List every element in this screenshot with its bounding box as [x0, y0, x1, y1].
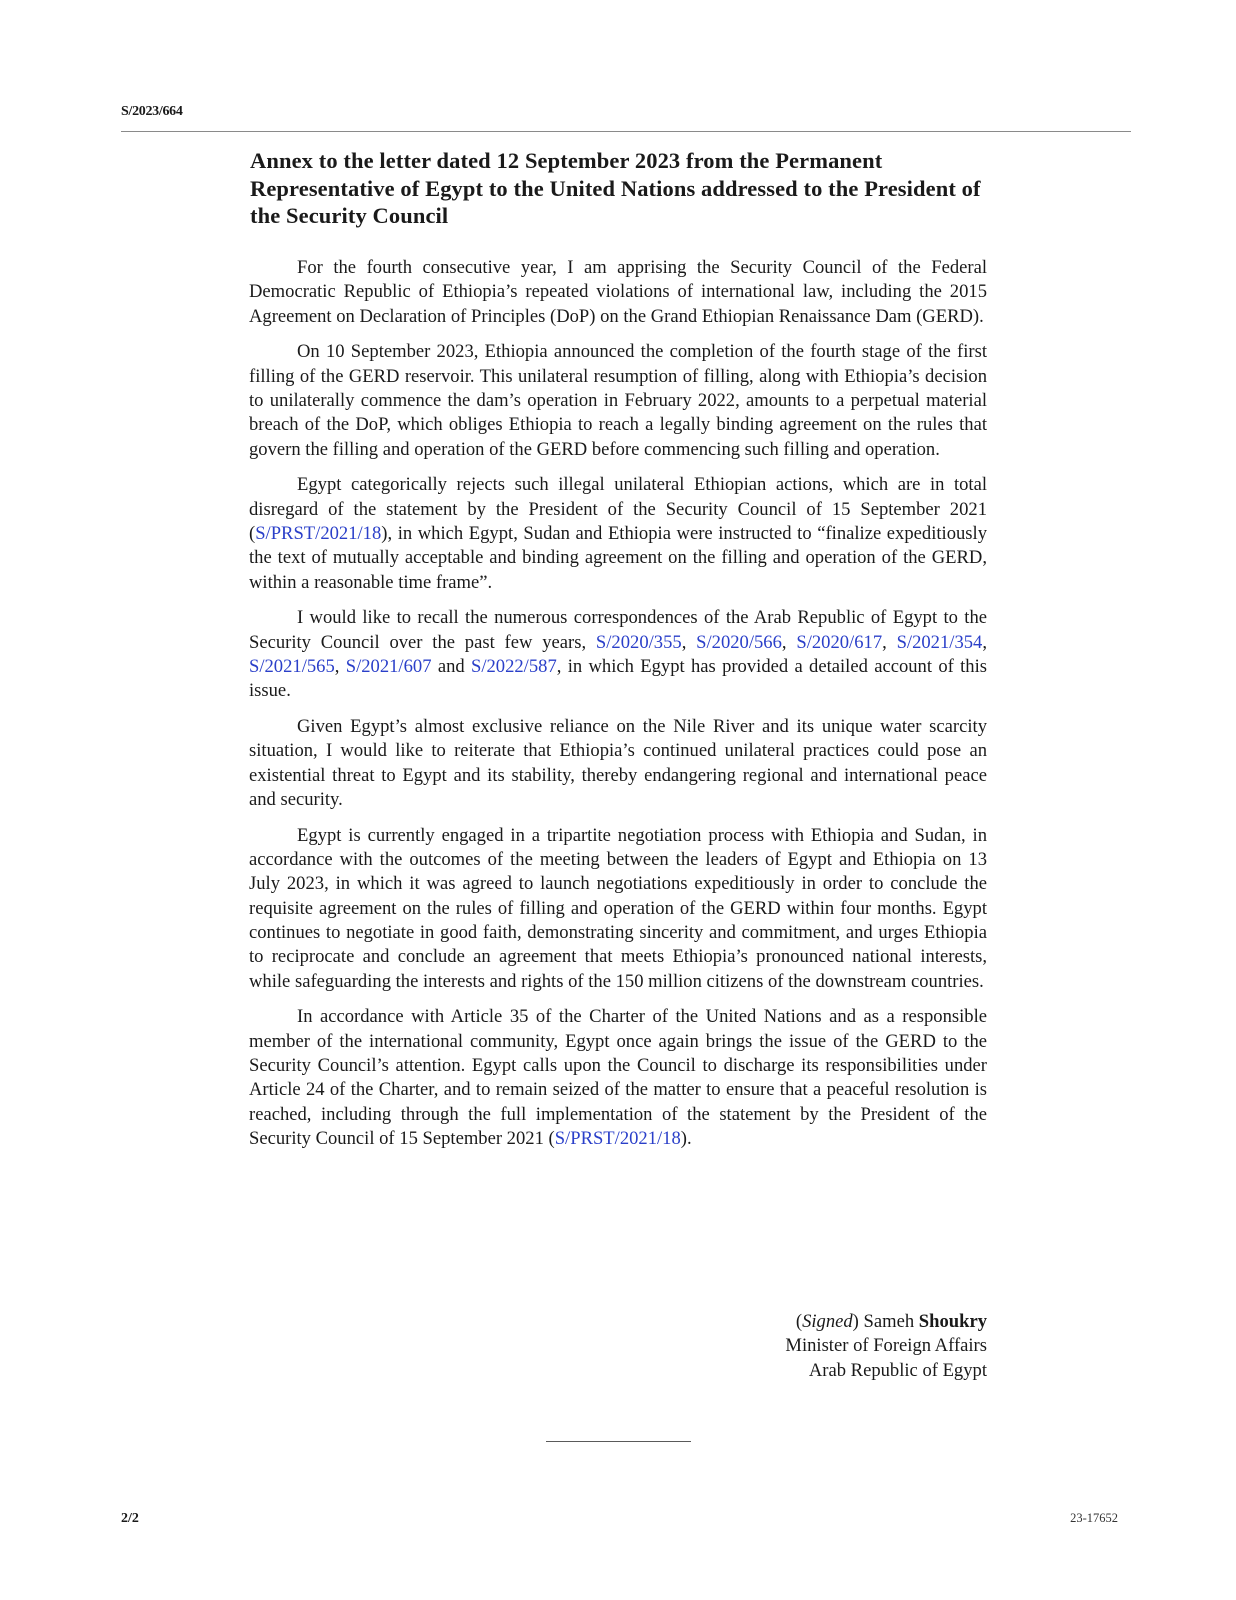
header-rule	[121, 131, 1131, 132]
document-reference-link[interactable]: S/2021/607	[345, 655, 432, 677]
paragraph-text: ), in which Egypt, Sudan and Ethiopia were instructed to “finalize expeditiously the text of mutually acceptable and binding agreement on the filling and operation of the GERD, within a reasonable time frame”.	[249, 522, 987, 593]
document-reference-link[interactable]: S/2021/565	[249, 655, 335, 677]
paragraph-text: ).	[680, 1127, 692, 1149]
document-symbol: S/2023/664	[121, 104, 183, 119]
signed-label: Signed	[802, 1311, 853, 1332]
paragraph-text: On 10 September 2023, Ethiopia announced the completion of the fourth stage of the first filling of the GERD reservoir. This unilateral resumption of filling, along with Ethiopia’s decision to unilaterally commence the dam’s operation in February 2022, amounts to a perpetual material breach of the DoP, which obliges Ethiopia to reach a legally binding agreement on the rules that govern the filling and operation of the GERD before commencing such filling and operation.	[249, 341, 987, 460]
annex-title: Annex to the letter dated 12 September 2023 from the Permanent Representative of Egypt to the United Nations addressed to the President of the Security Council	[250, 148, 981, 228]
paragraph-text: ,	[982, 631, 987, 653]
signatory-position: Minister of Foreign Affairs	[785, 1335, 987, 1357]
body-paragraph	[249, 473, 987, 594]
paragraph-text: ,	[882, 631, 897, 653]
signatory-country: Arab Republic of Egypt	[808, 1359, 987, 1381]
paragraph-text: ,	[334, 655, 346, 677]
letter-body	[249, 256, 987, 1163]
paragraph-text: ,	[781, 631, 797, 653]
body-paragraph	[249, 256, 987, 329]
page-number: 2/2	[121, 1511, 139, 1526]
paragraph-text: Egypt is currently engaged in a tripartite negotiation process with Ethiopia and Sudan, in accordance with the outcomes of the meeting between the leaders of Egypt and Ethiopia on 13 July 2023, in which it was agreed to launch negotiations expeditiously in order to conclude the requisite agreement on the rules of filling and operation of the GERD within four months. Egypt continues to negotiate in good faith, demonstrating sincerity and commitment, and urges Ethiopia to reciprocate and conclude an agreement that meets Ethiopia’s pronounced national interests, while safeguarding the interests and rights of the 150 million citizens of the downstream countries.	[249, 824, 987, 992]
body-paragraph	[249, 824, 987, 994]
document-reference-link[interactable]: S/PRST/2021/18	[255, 522, 382, 544]
job-number: 23-17652	[1070, 1511, 1118, 1525]
paragraph-text: I would like to recall the numerous correspondences of the Arab Republic of Egypt to the Security Council over the past few years,	[249, 607, 987, 653]
signature-name-line: (Signed) Sameh Shoukry	[795, 1311, 987, 1332]
paragraph-text: Given Egypt’s almost exclusive reliance on the Nile River and its unique water scarcity situation, I would like to reiterate that Ethiopia’s continued unilateral practices could pose an existential threat to Egypt and its stability, thereby endangering regional and international peace and security.	[249, 716, 987, 810]
document-reference-link[interactable]: S/2021/354	[896, 631, 983, 653]
signatory-last-name: Shoukry	[918, 1311, 987, 1332]
signatory-first-name: Sameh	[863, 1311, 915, 1332]
body-paragraph	[249, 606, 987, 703]
body-paragraph	[249, 340, 987, 461]
paragraph-text: ,	[681, 631, 697, 653]
document-reference-link[interactable]: S/2022/587	[470, 655, 557, 677]
document-reference-link[interactable]: S/2020/566	[696, 631, 782, 653]
body-paragraph	[249, 1005, 987, 1151]
document-reference-link[interactable]: S/2020/355	[595, 631, 682, 653]
document-reference-link[interactable]: S/2020/617	[796, 631, 883, 653]
paragraph-text: Egypt categorically rejects such illegal unilateral Ethiopian actions, which are in total disregard of the statement by the President of the Security Council of 15 September 2021 (	[249, 474, 987, 544]
paragraph-text: For the fourth consecutive year, I am apprising the Security Council of the Federal Democratic Republic of Ethiopia’s repeated violations of international law, including the 2015 Agreement on Declaration of Principles (DoP) on the Grand Ethiopian Renaissance Dam (GERD).	[249, 257, 987, 327]
body-paragraph	[249, 715, 987, 812]
paragraph-text: and	[431, 655, 471, 677]
end-of-document-rule	[546, 1441, 691, 1442]
document-reference-link[interactable]: S/PRST/2021/18	[554, 1127, 681, 1149]
paragraph-text: , in which Egypt has provided a detailed account of this issue.	[249, 655, 987, 702]
paragraph-text: In accordance with Article 35 of the Charter of the United Nations and as a responsible member of the international community, Egypt once again brings the issue of the GERD to the Security Council’s attention. Egypt calls upon the Council to discharge its responsibilities under Article 24 of the Charter, and to remain seized of the matter to ensure that a peaceful resolution is reached, including through the full implementation of the statement by the President of the Security Council of 15 September 2021 (	[249, 1006, 987, 1149]
signature-block	[640, 1310, 987, 1383]
